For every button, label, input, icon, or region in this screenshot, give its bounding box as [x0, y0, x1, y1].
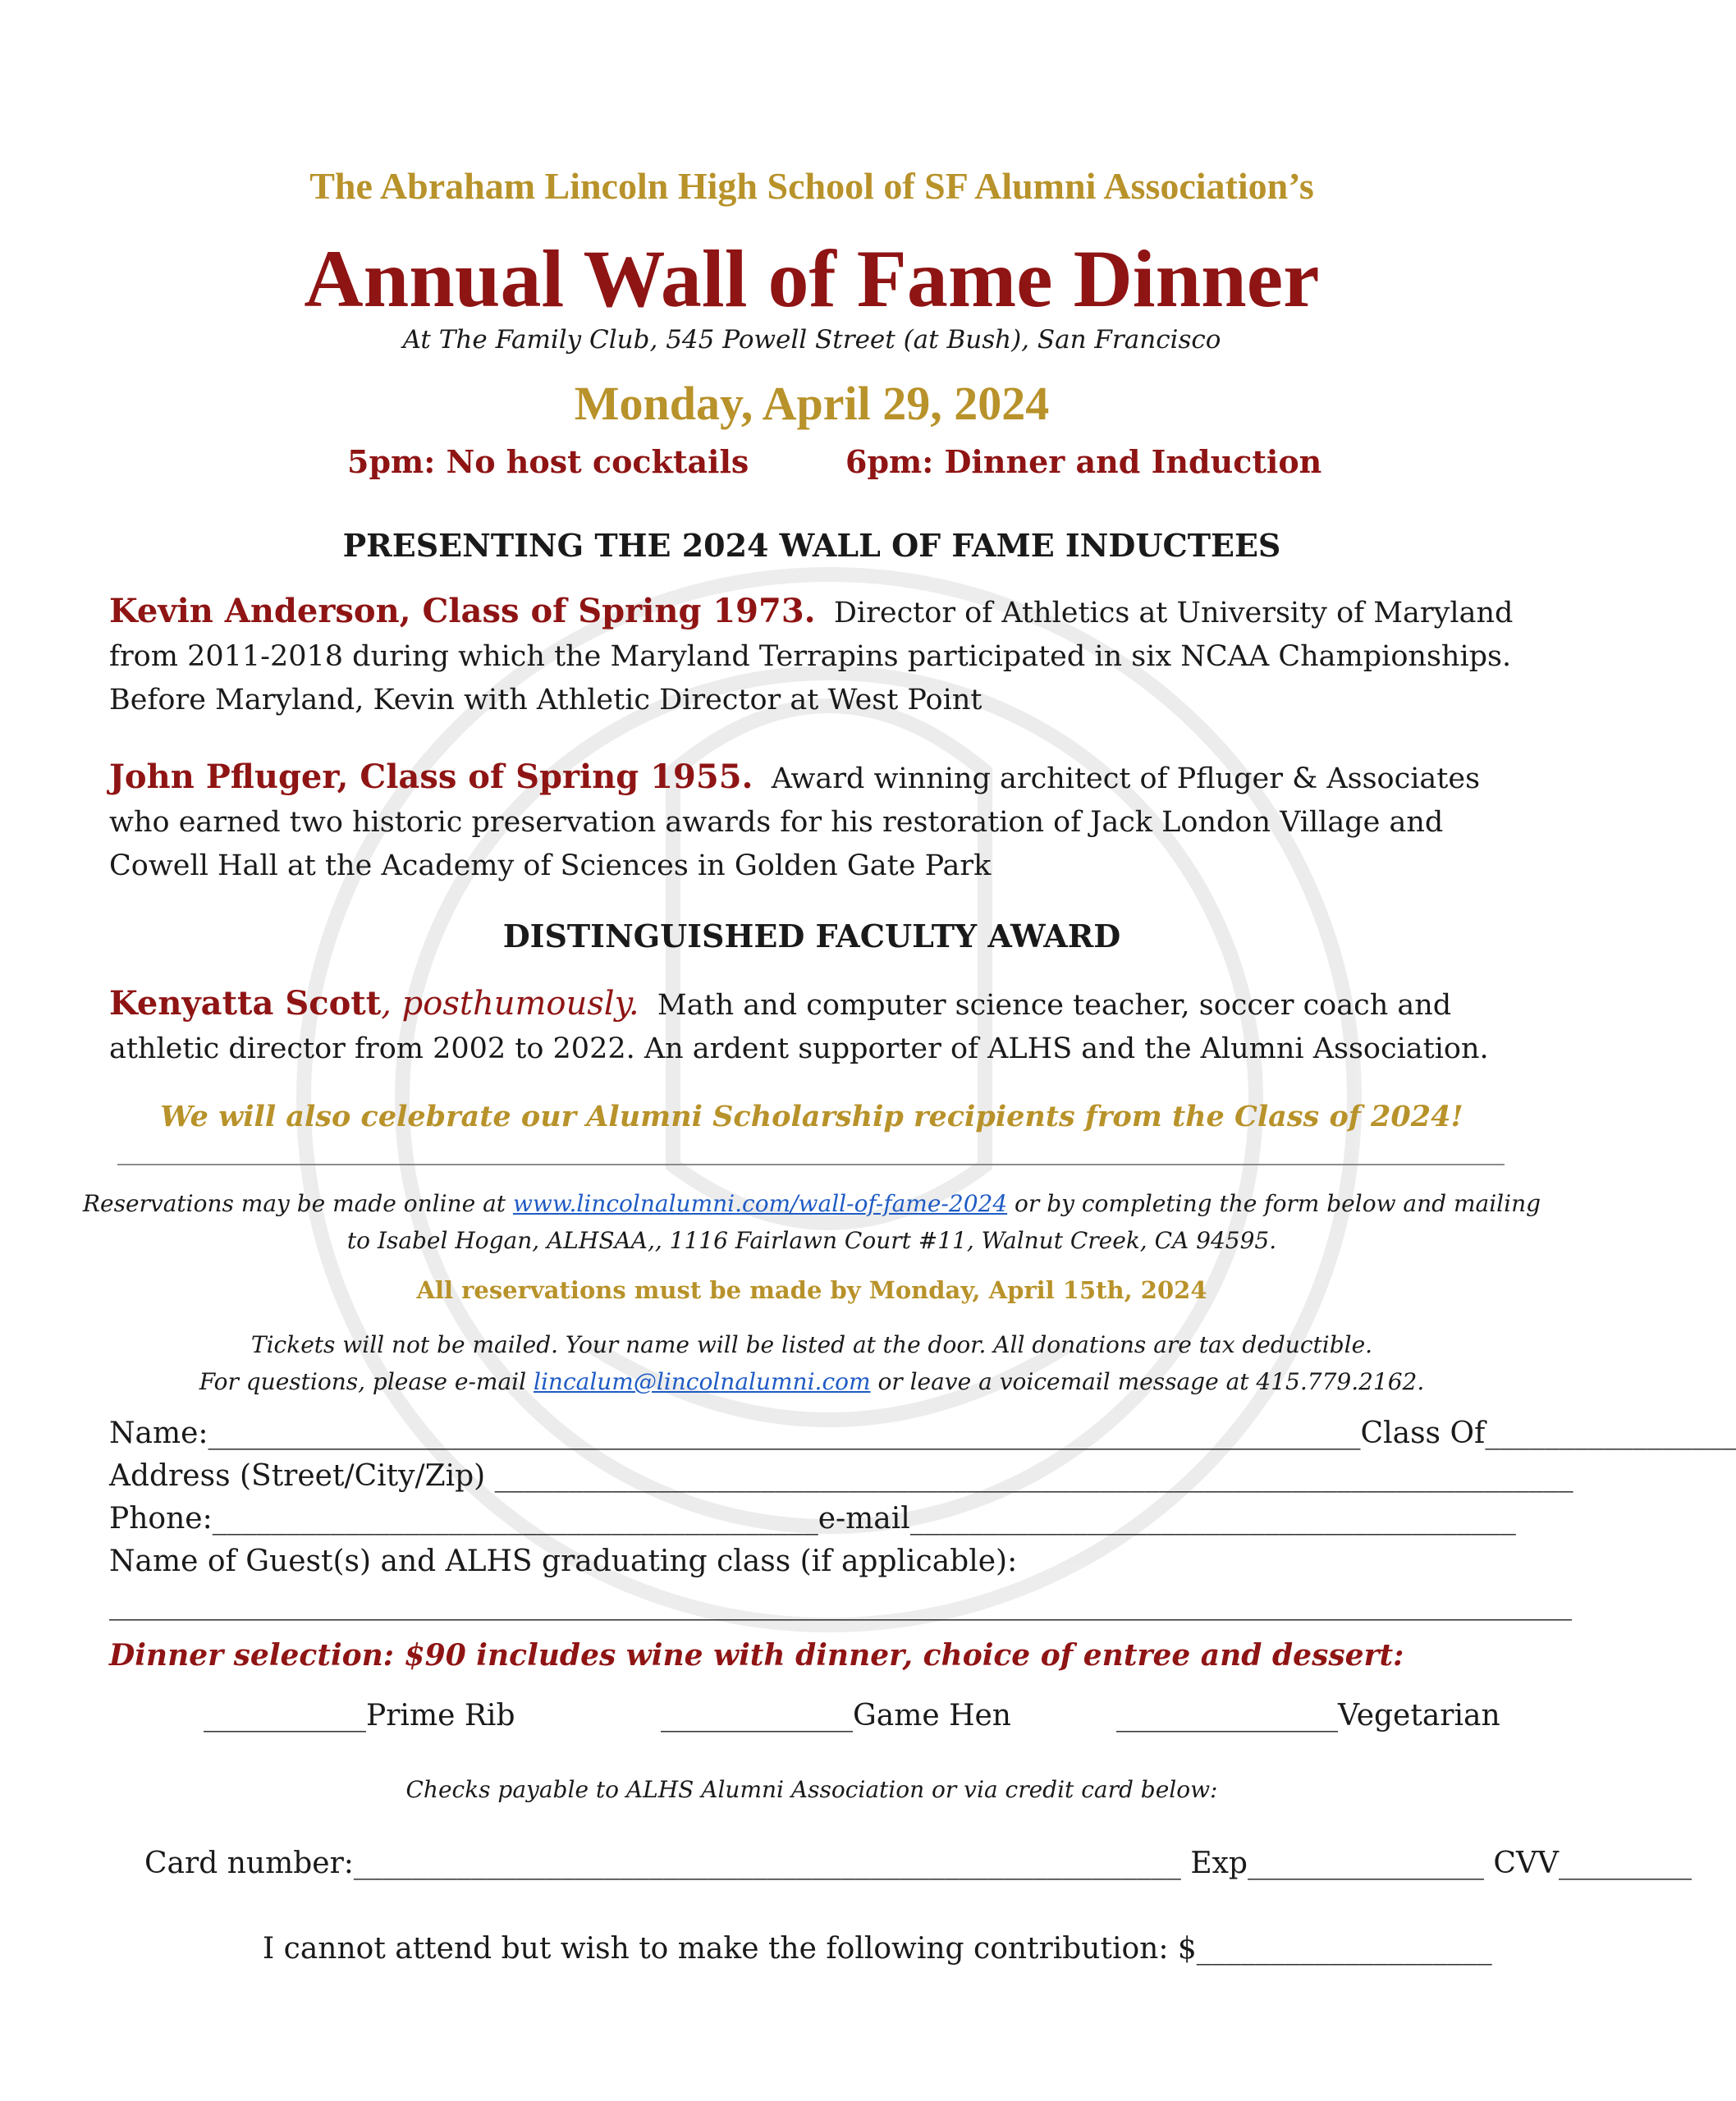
inductee-description: Director of Athletics at University of Maryland from 2011-2018 during which the Maryland Terrapins participated in six NCAA Championships. Before Maryland, Kevin with Athletic Director at West Point — [109, 597, 1514, 716]
class-of-field[interactable]: _________________ — [1485, 1417, 1736, 1450]
inductees-heading: PRESENTING THE 2024 WALL OF FAME INDUCTEES — [342, 527, 1281, 564]
checks-payable-note: Checks payable to ALHS Alumni Association or via credit card below: — [405, 1776, 1218, 1803]
mailing-address: to Isabel Hogan, ALHSAA,, 1116 Fairlawn Court #11, Walnut Creek, CA 94595. — [346, 1227, 1277, 1254]
exp-field[interactable]: ________________ — [1247, 1847, 1484, 1880]
event-date: Monday, April 29, 2024 — [574, 377, 1050, 430]
cvv-label: CVV — [1483, 1847, 1559, 1880]
vegetarian-quantity-field[interactable]: _______________ — [1116, 1699, 1338, 1733]
faculty-name: Kenyatta Scott — [109, 984, 382, 1023]
questions-prefix: For questions, please e-mail — [199, 1368, 534, 1395]
name-field[interactable]: ______________________________________________________________________________ — [208, 1417, 1361, 1450]
card-row — [144, 1847, 1692, 1880]
address-row — [109, 1459, 1573, 1493]
game-hen-quantity-field[interactable]: _____________ — [661, 1699, 853, 1733]
address-label: Address (Street/City/Zip) — [109, 1459, 495, 1493]
event-title: Annual Wall of Fame Dinner — [304, 233, 1320, 324]
contribution-label: I cannot attend but wish to make the following contribution: $ — [263, 1932, 1197, 1966]
class-of-label: Class Of — [1360, 1417, 1486, 1450]
tickets-info — [0, 1326, 1624, 1400]
faculty-award-heading: DISTINGUISHED FACULTY AWARD — [502, 918, 1121, 954]
exp-label: Exp — [1180, 1847, 1248, 1880]
game-hen-label: Game Hen — [853, 1699, 1011, 1733]
email-field[interactable]: _________________________________________ — [909, 1502, 1516, 1536]
inductee-description: Award winning architect of Pfluger & Associates who earned two historic preservation awards for his restoration of Jack London Village and Cowell Hall at the Academy of Sciences in Golden Gate Park — [109, 762, 1481, 882]
address-field[interactable]: _________________________________________________________________________ — [494, 1459, 1573, 1493]
faculty-qualifier: , posthumously. — [381, 985, 639, 1023]
name-label: Name: — [109, 1417, 208, 1450]
reservations-link[interactable]: www.lincolnalumni.com/wall-of-fame-2024 — [512, 1190, 1008, 1217]
phone-label: Phone: — [109, 1502, 213, 1536]
prime-rib-label: Prime Rib — [366, 1699, 515, 1733]
contribution-row — [263, 1932, 1492, 1966]
dinner-selection-heading: Dinner selection: $90 includes wine with dinner, choice of entree and dessert: — [109, 1638, 1404, 1673]
contribution-amount-field[interactable]: ____________________ — [1196, 1932, 1492, 1966]
tickets-note: Tickets will not be mailed. Your name will be listed at the door. All donations are tax deductible. — [250, 1331, 1373, 1358]
reservations-info — [0, 1185, 1624, 1259]
prime-rib-quantity-field[interactable]: ___________ — [204, 1699, 366, 1733]
guests-field[interactable]: ___________________________________________________________________________________________________ — [109, 1587, 1572, 1621]
phone-email-row — [109, 1502, 1516, 1536]
event-venue: At The Family Club, 545 Powell Street (at Bush), San Francisco — [402, 325, 1221, 355]
guests-label: Name of Guest(s) and ALHS graduating class (if applicable): — [109, 1545, 1018, 1578]
faculty-award-recipient — [109, 982, 1521, 1071]
scholarship-celebration-note: We will also celebrate our Alumni Scholarship recipients from the Class of 2024! — [160, 1100, 1463, 1133]
faculty-description: Math and computer science teacher, soccer coach and athletic director from 2002 to 2022. An ardent supporter of ALHS and the Alumni Association. — [109, 989, 1489, 1065]
inductee-pfluger — [109, 755, 1521, 888]
entree-option-prime-rib — [204, 1699, 515, 1733]
name-row — [109, 1417, 1736, 1450]
card-number-label: Card number: — [144, 1847, 354, 1880]
organization-name: The Abraham Lincoln High School of SF Alumni Association’s — [309, 165, 1314, 207]
phone-field[interactable]: _________________________________________ — [212, 1502, 818, 1536]
reservations-suffix: or by completing the form below and mailing — [1007, 1190, 1541, 1217]
contact-email-link[interactable]: lincalum@lincolnalumni.com — [534, 1368, 871, 1395]
questions-suffix: or leave a voicemail message at 415.779.2162. — [870, 1368, 1425, 1395]
inductee-name: Kevin Anderson, Class of Spring 1973. — [109, 592, 816, 630]
dinner-time: 6pm: Dinner and Induction — [845, 443, 1322, 480]
email-label: e-mail — [818, 1502, 910, 1536]
section-divider — [117, 1164, 1505, 1165]
entree-option-game-hen — [661, 1699, 1011, 1733]
cvv-field[interactable]: _________ — [1558, 1847, 1692, 1880]
reservation-deadline: All reservations must be made by Monday, April 15th, 2024 — [416, 1276, 1207, 1304]
reservations-prefix: Reservations may be made online at — [82, 1190, 513, 1217]
card-number-field[interactable]: ________________________________________________________ — [353, 1847, 1181, 1880]
inductee-anderson — [109, 589, 1521, 722]
vegetarian-label: Vegetarian — [1338, 1699, 1500, 1733]
cocktails-time: 5pm: No host cocktails — [347, 443, 749, 480]
inductee-name: John Pfluger, Class of Spring 1955. — [109, 758, 753, 796]
entree-option-vegetarian — [1116, 1699, 1500, 1733]
